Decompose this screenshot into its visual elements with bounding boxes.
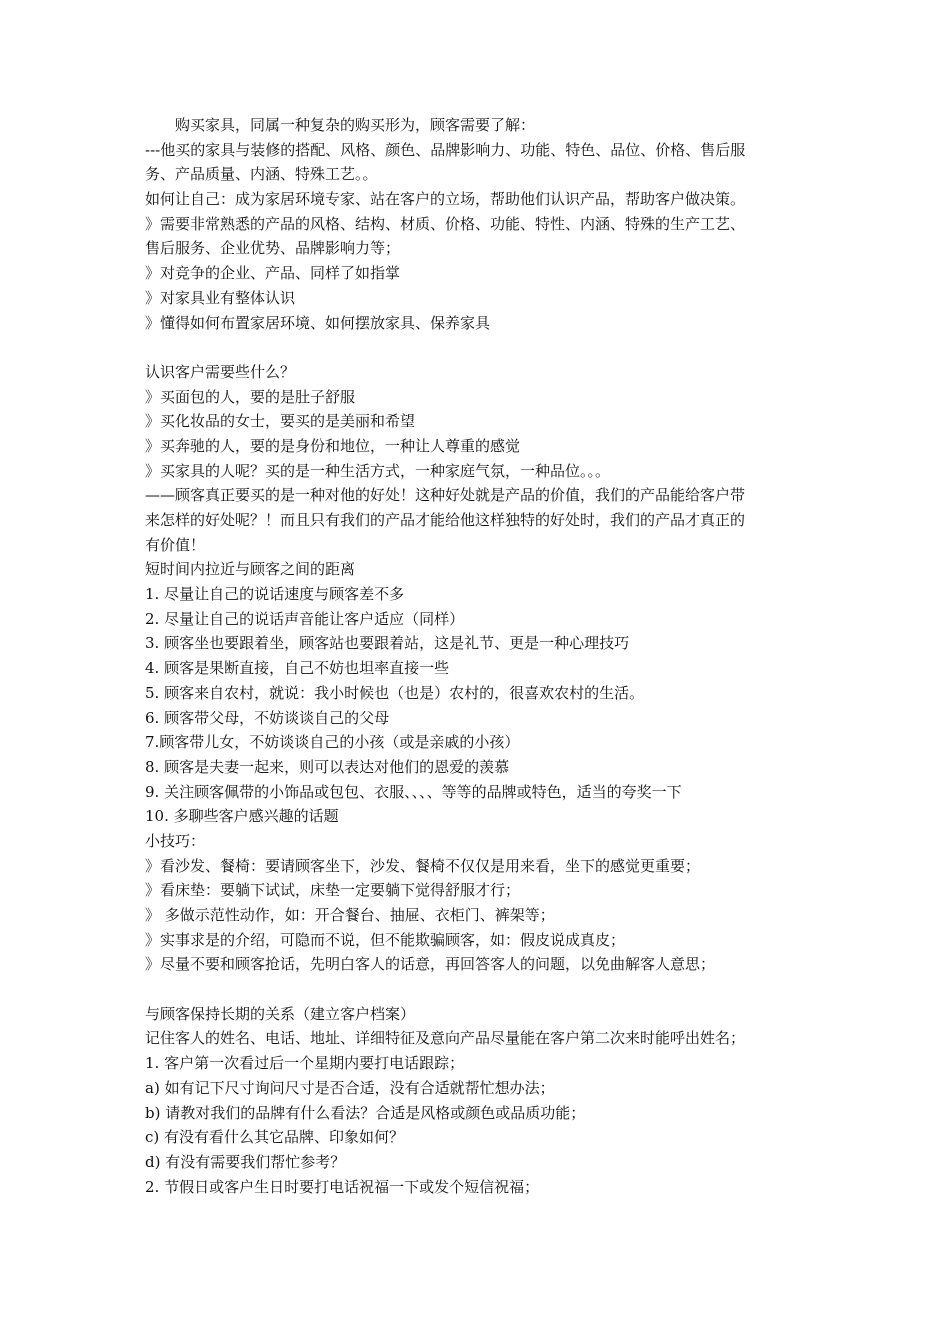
text-line: 4. 顾客是果断直接，自己不妨也坦率直接一些: [145, 659, 450, 678]
text-line: 5. 顾客来自农村，就说：我小时候也（也是）农村的，很喜欢农村的生活。: [145, 683, 645, 702]
text-line: 》对竞争的企业、产品、同样了如指掌: [145, 264, 401, 283]
text-line: 有价值！: [145, 535, 206, 554]
text-line: 》需要非常熟悉的产品的风格、结构、材质、价格、功能、特性、内涵、特殊的生产工艺、: [145, 214, 746, 233]
text-line: 来怎样的好处呢？！而且只有我们的产品才能给他这样独特的好处时，我们的产品才真正的: [145, 511, 746, 529]
text-line: a) 如有记下尺寸询问尺寸是否合适，没有合适就帮忙想办法；: [145, 1078, 555, 1097]
text-line: 》看床垫：要躺下试试，床垫一定要躺下觉得舒服才行；: [145, 881, 521, 900]
text-line: 短时间内拉近与顾客之间的距离: [145, 560, 356, 579]
text-line: c) 有没有看什么其它品牌、印象如何？: [145, 1128, 405, 1147]
text-line: 1. 尽量让自己的说话速度与顾客差不多: [145, 585, 405, 604]
text-line: 10. 多聊些客户感兴趣的话题: [145, 807, 339, 826]
text-line: 》买化妆品的女士，要买的是美丽和希望: [145, 412, 416, 431]
text-line: 》买面包的人，要的是肚子舒服: [145, 387, 356, 406]
text-line: 如何让自己：成为家居环境专家、站在客户的立场，帮助他们认识产品，帮助客户做决策。: [145, 190, 746, 209]
document-body: [145, 113, 810, 1199]
text-line: 6. 顾客带父母，不妨谈谈自己的父母: [145, 708, 390, 727]
text-line: 》懂得如何布置家居环境、如何摆放家具、保养家具: [145, 313, 491, 332]
text-line: 8. 顾客是夫妻一起来，则可以表达对他们的恩爱的羡慕: [145, 757, 510, 776]
text-line: 售后服务、企业优势、品牌影响力等；: [145, 239, 401, 258]
text-line: 》尽量不要和顾客抢话，先明白客人的话意，再回答客人的问题，以免曲解客人意思；: [145, 955, 716, 974]
text-line: 认识客户需要些什么？: [145, 362, 296, 381]
text-line: b) 请教对我们的品牌有什么看法？合适是风格或颜色或品质功能；: [145, 1103, 586, 1122]
text-line: 小技巧：: [145, 831, 206, 850]
text-line: d) 有没有需要我们帮忙参考？: [145, 1152, 346, 1171]
text-line: 7.顾客带儿女，不妨谈谈自己的小孩（或是亲戚的小孩）: [145, 733, 520, 752]
text-line: 1. 客户第一次看过后一个星期内要打电话跟踪；: [145, 1054, 465, 1073]
text-line: 》看沙发、餐椅：要请顾客坐下，沙发、餐椅不仅仅是用来看，坐下的感觉更重要；: [145, 856, 701, 875]
text-line: 》买家具的人呢？买的是一种生活方式，一种家庭气氛，一种品位。。。: [145, 461, 611, 480]
text-line: 与顾客保持长期的关系（建立客户档案）: [145, 1004, 416, 1023]
text-line: ---他买的家具与装修的搭配、风格、颜色、品牌影响力、功能、特色、品位、价格、售后服: [145, 140, 746, 159]
text-line: 》对家具业有整体认识: [145, 288, 296, 307]
text-line: 3. 顾客坐也要跟着坐，顾客站也要跟着站，这是礼节、更是一种心理技巧: [145, 634, 630, 653]
text-line: 2. 节假日或客户生日时要打电话祝福一下或发个短信祝福；: [145, 1177, 540, 1196]
text-line: ——顾客真正要买的是一种对他的好处！这种好处就是产品的价值，我们的产品能给客户带: [145, 486, 746, 505]
text-line: 务、产品质量、内涵、特殊工艺。。: [145, 165, 378, 184]
text-line: 》买奔驰的人，要的是身份和地位，一种让人尊重的感觉: [145, 436, 521, 455]
text-line: 9. 关注顾客佩带的小饰品或包包、衣服、、、、等等的品牌或特色，适当的夸奖一下: [145, 782, 682, 801]
text-line: 记住客人的姓名、电话、地址、详细特征及意向产品尽量能在客户第二次来时能呼出姓名；: [145, 1029, 746, 1048]
text-line: 》 多做示范性动作，如：开合餐台、抽屉、衣柜门、裤架等；: [145, 906, 555, 924]
blank-line: [145, 335, 810, 360]
text-line: 2. 尽量让自己的说话声音能让客户适应（同样）: [145, 609, 465, 628]
blank-line: [145, 977, 810, 1002]
text-line: 购买家具，同属一种复杂的购买形为，顾客需要了解：: [175, 116, 536, 134]
text-line: 》实事求是的介绍，可隐而不说，但不能欺骗顾客，如：假皮说成真皮；: [145, 930, 626, 949]
